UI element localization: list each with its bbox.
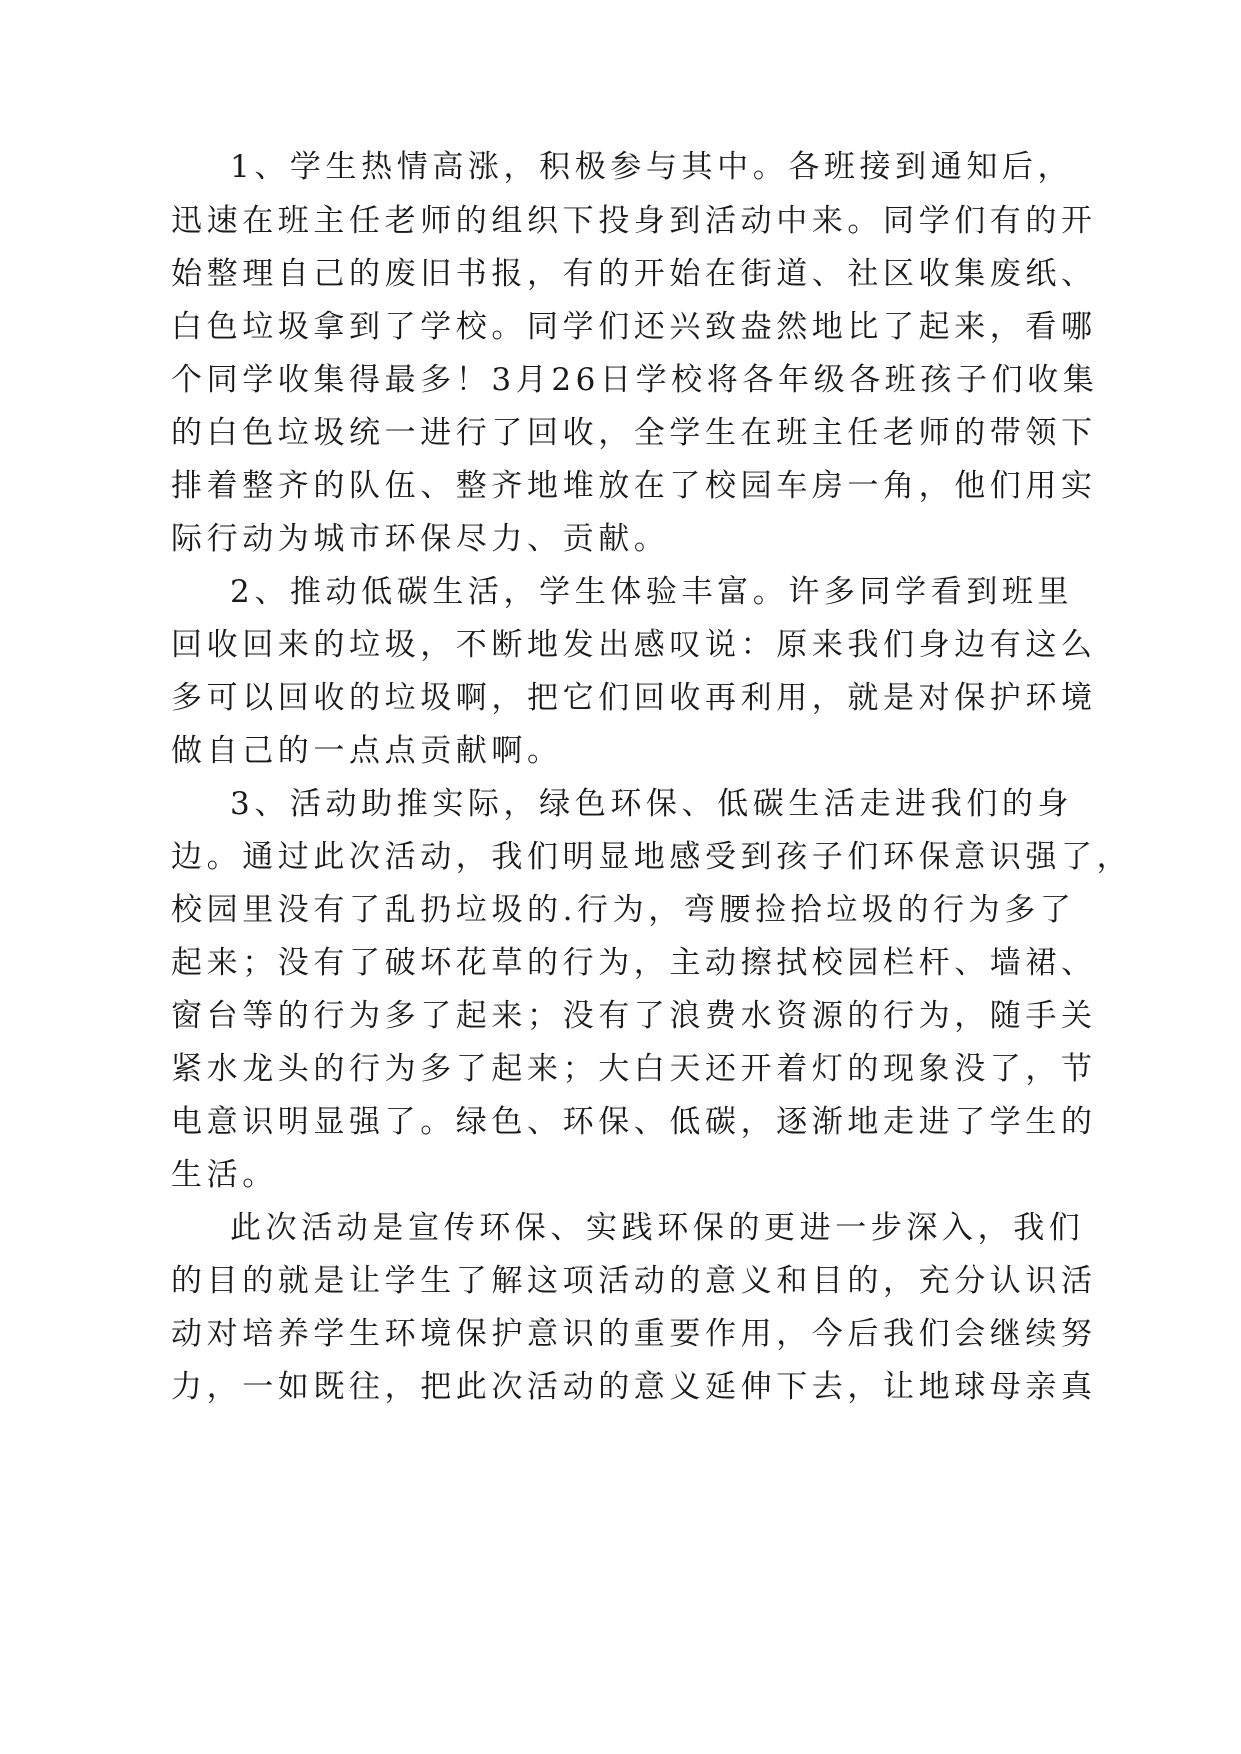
- paragraph-3-line-4: 起来；没有了破坏花草的行为，主动擦拭校园栏杆、墙裙、: [171, 945, 1097, 981]
- paragraph-2-line-2: 回收回来的垃圾，不断地发出感叹说：原来我们身边有这么: [171, 627, 1097, 663]
- paragraph-1-line-2: 迅速在班主任老师的组织下投身到活动中来。同学们有的开: [171, 203, 1097, 239]
- paragraph-2-line-1: 2、推动低碳生活，学生体验丰富。许多同学看到班里: [230, 574, 1074, 610]
- paragraph-3-line-5: 窗台等的行为多了起来；没有了浪费水资源的行为，随手关: [171, 998, 1097, 1034]
- paragraph-1-line-8: 际行动为城市环保尽力、贡献。: [171, 521, 670, 557]
- paragraph-3-line-3: 校园里没有了乱扔垃圾的.行为，弯腰捡拾垃圾的行为多了: [171, 892, 1076, 928]
- paragraph-1-line-3: 始整理自己的废旧书报，有的开始在街道、社区收集废纸、: [171, 256, 1097, 292]
- paragraph-3-line-6: 紧水龙头的行为多了起来；大白天还开着灯的现象没了，节: [171, 1051, 1097, 1087]
- paragraph-2-line-3: 多可以回收的垃圾啊，把它们回收再利用，就是对保护环境: [171, 680, 1097, 716]
- paragraph-1-line-7: 排着整齐的队伍、整齐地堆放在了校园车房一角，他们用实: [171, 468, 1097, 504]
- paragraph-1-line-4: 白色垃圾拿到了学校。同学们还兴致盎然地比了起来，看哪: [171, 309, 1097, 345]
- paragraph-4-line-2: 的目的就是让学生了解这项活动的意义和目的，充分认识活: [171, 1263, 1097, 1299]
- paragraph-1-line-6: 的白色垃圾统一进行了回收，全学生在班主任老师的带领下: [171, 415, 1097, 451]
- paragraph-4-line-4: 力，一如既往，把此次活动的意义延伸下去，让地球母亲真: [171, 1369, 1097, 1405]
- paragraph-4-line-3: 动对培养学生环境保护意识的重要作用，今后我们会继续努: [171, 1316, 1097, 1352]
- paragraph-3-line-7: 电意识明显强了。绿色、环保、低碳，逐渐地走进了学生的: [171, 1104, 1097, 1140]
- paragraph-1-line-1: 1、学生热情高涨，积极参与其中。各班接到通知后，: [230, 149, 1074, 185]
- paragraph-4-line-1: 此次活动是宣传环保、实践环保的更进一步深入，我们: [230, 1210, 1085, 1246]
- paragraph-2-line-4: 做自己的一点点贡献啊。: [171, 733, 563, 769]
- paragraph-3-line-8: 生活。: [171, 1157, 278, 1193]
- paragraph-3-line-2: 边。通过此次活动，我们明显地感受到孩子们环保意识强了，: [171, 839, 1133, 875]
- paragraph-3-line-1: 3、活动助推实际，绿色环保、低碳生活走进我们的身: [230, 786, 1074, 822]
- paragraph-1-line-5: 个同学收集得最多！3月26日学校将各年级各班孩子们收集: [171, 362, 1099, 398]
